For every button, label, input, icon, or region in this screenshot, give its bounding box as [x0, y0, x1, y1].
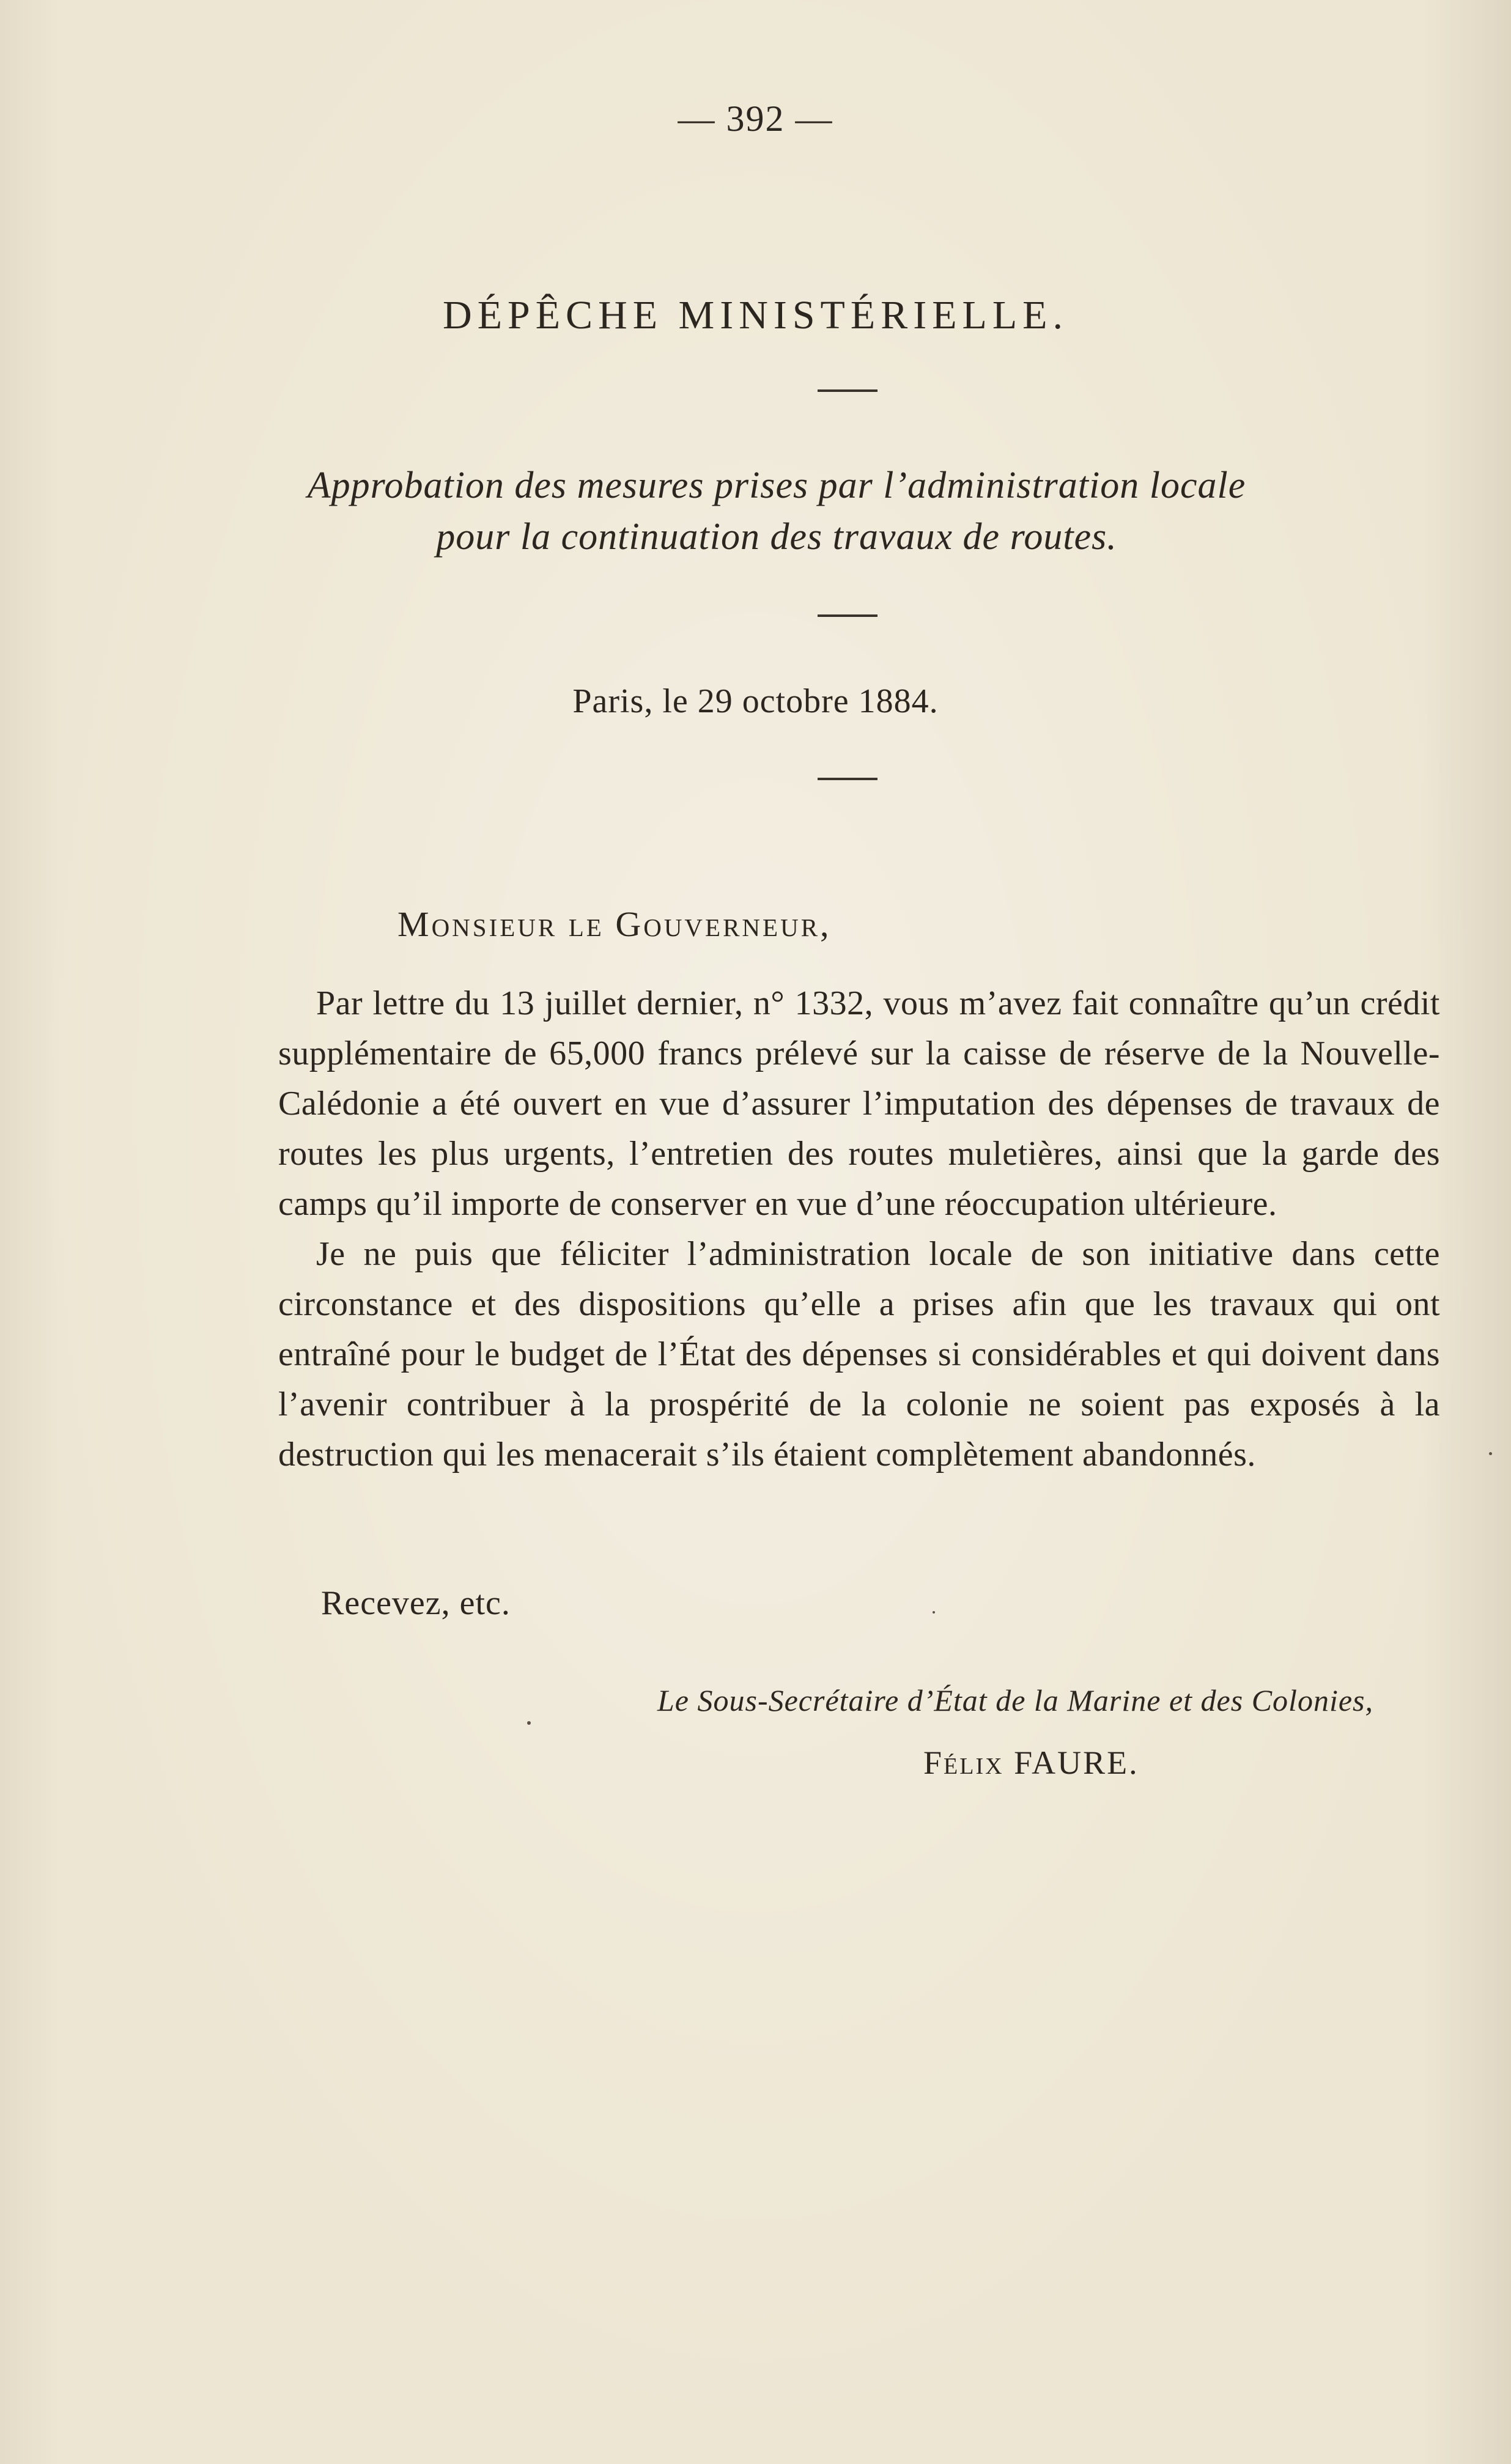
signature-name [923, 1744, 1139, 1782]
ink-speck [933, 1611, 935, 1614]
ink-speck [527, 1721, 531, 1725]
subtitle-line-1: Approbation des mesures prises par l’administration locale [307, 465, 1246, 506]
signature-last-name: FAURE. [1014, 1744, 1139, 1781]
divider-rule [818, 614, 877, 617]
signature-first-name: Félix [923, 1744, 1004, 1781]
salutation: Monsieur le Gouverneur, [397, 904, 832, 944]
letter-body [278, 978, 1440, 1480]
subtitle-line-2: pour la continuation des travaux de routes. [436, 516, 1117, 558]
divider-rule [818, 778, 877, 780]
paragraph: Je ne puis que féliciter l’administration locale de son initiative dans cette circonstance et des dispositions qu’elle a prises afin que les travaux qui ont entraîné pour le budget de l’État des dépenses si considérables et qui doivent dans l’avenir contribuer à la prospérité de la colonie ne soient pas exposés à la destruction qui les menacerait s’ils étaient complètement abandonnés. [278, 1235, 1440, 1474]
ink-speck [1489, 1452, 1492, 1455]
paragraph: Par lettre du 13 juillet dernier, n° 1332, vous m’avez fait connaître qu’un crédit supplémentaire de 65,000 francs prélevé sur la caisse de réserve de la Nouvelle-Calédonie a été ouvert en vue d’assurer l’imputation des dépenses de travaux de routes les plus urgents, l’entretien des routes muletières, ainsi que la garde des camps qu’il importe de conserver en vue d’une réoccupation ultérieure. [278, 984, 1440, 1223]
page-number: — 392 — [678, 98, 833, 139]
closing-formula: Recevez, etc. [321, 1584, 511, 1622]
dateline: Paris, le 29 octobre 1884. [572, 682, 939, 720]
signature-title: Le Sous-Secrétaire d’État de la Marine et des Colonies, [657, 1683, 1373, 1717]
document-title: DÉPÊCHE MINISTÉRIELLE. [443, 293, 1068, 338]
divider-rule [818, 389, 877, 392]
